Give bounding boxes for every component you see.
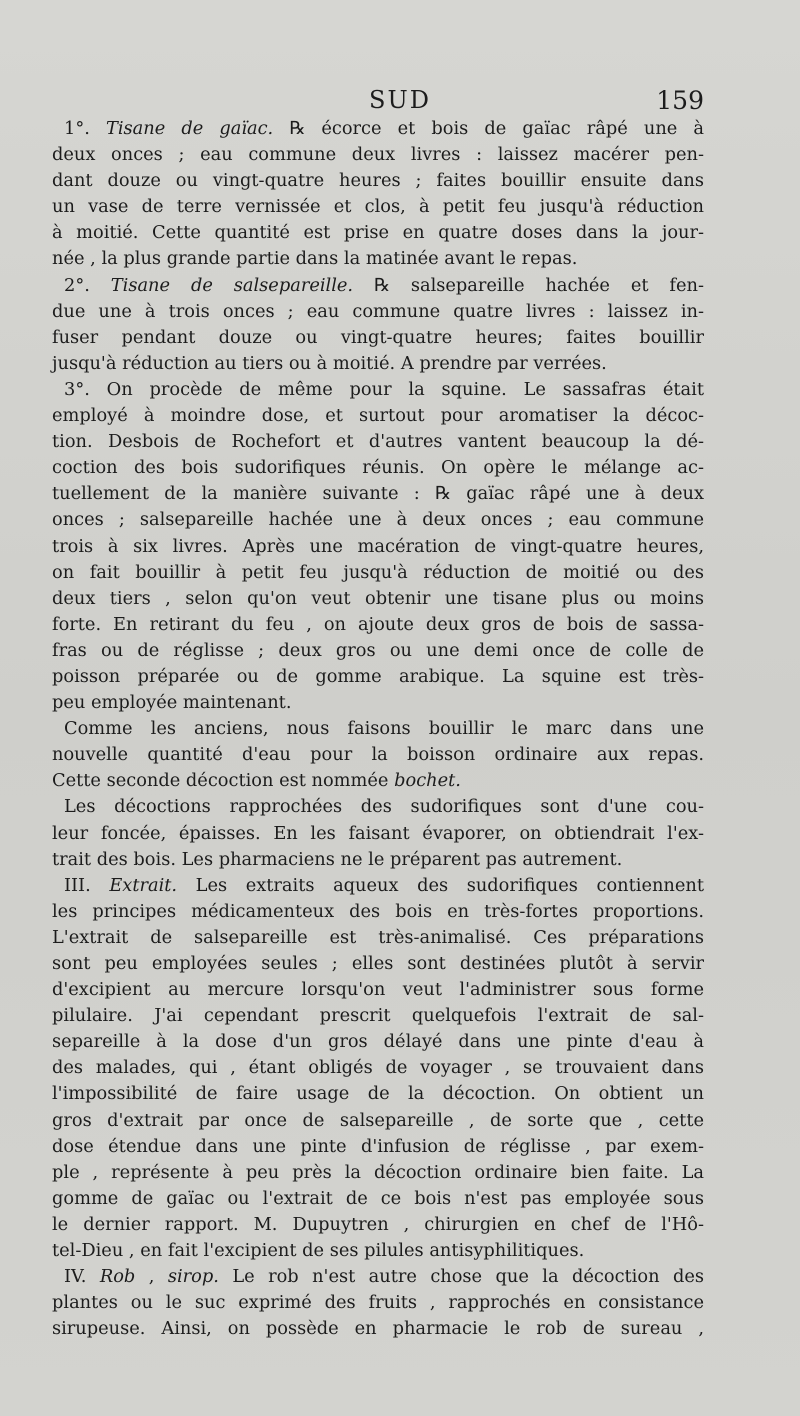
text-line: on fait bouillir à petit feu jusqu'à réduction de moitié ou des	[52, 561, 704, 583]
text-line: forte. En retirant du feu , on ajoute deux gros de bois de sassa-	[52, 613, 704, 635]
text-line: tuellement de la manière suivante : ℞ gaïac râpé une à deux	[52, 483, 704, 505]
text-line: sirupeuse. Ainsi, on possède en pharmacie le rob de sureau ,	[52, 1318, 704, 1340]
text-line: 1°. Tisane de gaïac. ℞ écorce et bois de gaïac râpé une à	[64, 118, 705, 139]
text-line: Les décoctions rapprochées des sudorifiques sont d'une cou-	[64, 796, 704, 818]
italic-term: sirop.	[167, 1266, 219, 1288]
text-line: L'extrait de salsepareille est très-animalisé. Ces préparations	[52, 926, 704, 948]
text-line: 2°. Tisane de salsepareille. ℞ salsepareille hachée et fen-	[64, 274, 704, 296]
italic-term: Tisane de salsepareille.	[110, 274, 354, 296]
page-number: 159	[656, 86, 704, 115]
text-line: Cette seconde décoction est nommée bochet.	[52, 770, 461, 792]
text-line: Comme les anciens, nous faisons bouillir le marc dans une	[64, 718, 704, 740]
text-line: à moitié. Cette quantité est prise en quatre doses dans la jour-	[52, 222, 704, 244]
text-line: le dernier rapport. M. Dupuytren , chirurgien en chef de l'Hô-	[52, 1213, 704, 1235]
text-line: jusqu'à réduction au tiers ou à moitié. A prendre par verrées.	[52, 352, 607, 374]
text-line: un vase de terre vernissée et clos, à petit feu jusqu'à réduction	[52, 196, 704, 218]
italic-term: bochet.	[394, 770, 461, 792]
text-line: les principes médicamenteux des bois en très-fortes proportions.	[52, 900, 704, 922]
text-line: d'excipient au mercure lorsqu'on veut l'administrer sous forme	[52, 979, 704, 1001]
text-line: plantes ou le suc exprimé des fruits , rapprochés en consistance	[52, 1292, 704, 1314]
text-line: 3°. On procède de même pour la squine. Le sassafras était	[64, 378, 704, 400]
text-line: poisson préparée ou de gomme arabique. La squine est très-	[52, 665, 704, 687]
text-line: dant douze ou vingt-quatre heures ; faites bouillir ensuite dans	[52, 170, 704, 192]
body-text	[52, 116, 704, 1342]
text-line: l'impossibilité de faire usage de la décoction. On obtient un	[52, 1083, 704, 1105]
text-line: coction des bois sudorifiques réunis. On opère le mélange ac-	[52, 457, 704, 479]
text-line: employé à moindre dose, et surtout pour aromatiser la décoc-	[52, 405, 704, 427]
text-line: III. Extrait. Les extraits aqueux des sudorifiques contiennent	[64, 874, 704, 896]
text-line: fuser pendant douze ou vingt-quatre heures; faites bouillir	[52, 326, 704, 348]
text-line: des malades, qui , étant obligés de voyager , se trouvaient dans	[52, 1057, 704, 1079]
text-line: ple , représente à peu près la décoction ordinaire bien faite. La	[52, 1161, 704, 1183]
text-line: trait des bois. Les pharmaciens ne le préparent pas autrement.	[52, 848, 623, 870]
text-line: tel-Dieu , en fait l'excipient de ses pilules antisyphilitiques.	[52, 1240, 585, 1262]
text-line: sont peu employées seules ; elles sont destinées plutôt à servir	[52, 953, 704, 974]
text-line: tion. Desbois de Rochefort et d'autres vantent beaucoup la dé-	[52, 431, 704, 453]
text-line: IV. Rob , sirop. Le rob n'est autre chose que la décoction des	[64, 1266, 704, 1288]
text-line: deux onces ; eau commune deux livres : laissez macérer pen-	[52, 144, 704, 166]
text-line: trois à six livres. Après une macération de vingt-quatre heures,	[52, 535, 704, 557]
italic-term: Extrait.	[109, 874, 178, 896]
text-line: deux tiers , selon qu'on veut obtenir une tisane plus ou moins	[52, 587, 704, 609]
italic-term: Rob	[99, 1266, 136, 1288]
text-line: due une à trois onces ; eau commune quatre livres : laissez in-	[52, 300, 704, 322]
text-line: dose étendue dans une pinte d'infusion de réglisse , par exem-	[52, 1135, 704, 1157]
text-line: onces ; salsepareille hachée une à deux onces ; eau commune	[52, 509, 704, 531]
text-line: nouvelle quantité d'eau pour la boisson ordinaire aux repas.	[52, 744, 704, 766]
text-line: gomme de gaïac ou l'extrait de ce bois n'est pas employée sous	[52, 1187, 704, 1209]
text-line: pilulaire. J'ai cependant prescrit quelquefois l'extrait de sal-	[52, 1005, 704, 1027]
text-line: gros d'extrait par once de salsepareille , de sorte que , cette	[52, 1109, 704, 1131]
text-line: fras ou de réglisse ; deux gros ou une demi once de colle de	[52, 639, 704, 661]
text-line: separeille à la dose d'un gros délayé dans une pinte d'eau à	[52, 1031, 704, 1053]
text-line: peu employée maintenant.	[52, 692, 292, 714]
italic-term: Tisane de gaïac.	[105, 118, 274, 139]
running-head: SUD	[369, 86, 431, 114]
text-line: leur foncée, épaisses. En les faisant évaporer, on obtiendrait l'ex-	[52, 822, 704, 844]
text-line: née , la plus grande partie dans la matinée avant le repas.	[52, 248, 578, 270]
